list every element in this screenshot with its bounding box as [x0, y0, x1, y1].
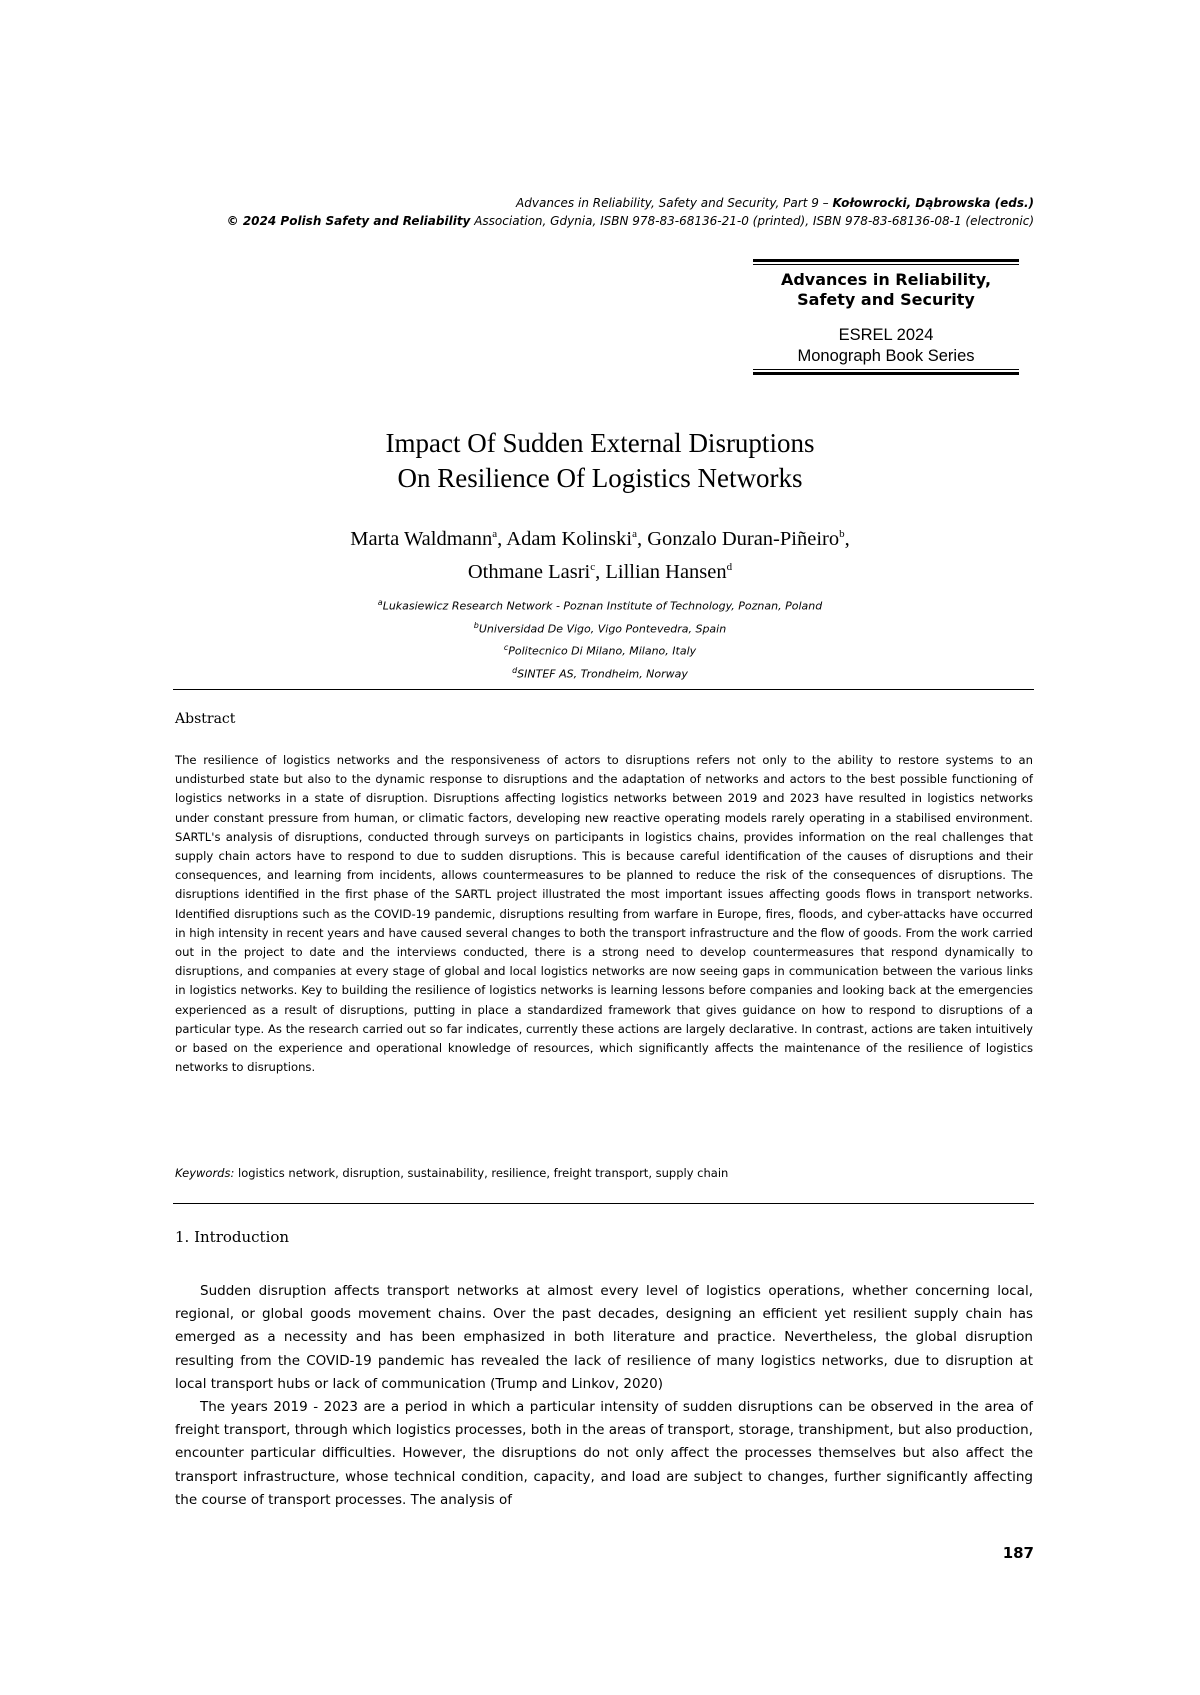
affiliation	[0, 616, 1200, 639]
series-box-rule-bottom	[753, 372, 1019, 375]
affiliation-mark: a	[377, 598, 383, 607]
affiliation-text: Lukasiewicz Research Network - Poznan Institute of Technology, Poznan, Poland	[382, 599, 823, 613]
author-list	[0, 520, 1200, 586]
affiliation-mark: c	[503, 643, 509, 653]
header-editors: Kołowrocki, Dąbrowska (eds.)	[832, 196, 1034, 210]
author-affiliation-mark: a	[492, 528, 498, 540]
series-subtitle	[753, 325, 1019, 367]
author-name: Gonzalo Duran-Piñeiro	[647, 527, 840, 550]
affiliation-list	[0, 593, 1200, 684]
author-name: Adam Kolinski	[506, 527, 633, 550]
header-isbn: Association, Gdynia, ISBN 978-83-68136-21-0 (printed), ISBN 978-83-68136-08-1 (electronic)	[470, 214, 1034, 228]
series-box	[753, 259, 1019, 375]
author-affiliation-mark: d	[726, 560, 733, 573]
running-header-line2	[227, 214, 1034, 228]
affiliation	[0, 661, 1200, 684]
author-affiliation-mark: a	[632, 528, 637, 540]
introduction-heading: 1. Introduction	[175, 1228, 290, 1246]
author-line1: Marta Waldmann$^a$, Adam Kolinski$^a$, Gonzalo Duran-Piñeiro$^b$,	[350, 527, 850, 550]
keywords-label: Keywords:	[175, 1166, 235, 1180]
series-title-line1: Advances in Reliability,	[780, 270, 992, 289]
running-header-line1	[516, 196, 1034, 210]
series-box-rule-top-thin	[753, 264, 1019, 265]
affiliation	[0, 638, 1200, 661]
series-box-rule-bottom-thin	[753, 369, 1019, 370]
paper-title-line1: Impact Of Sudden External Disruptions	[385, 428, 815, 458]
affiliation-text: Politecnico Di Milano, Milano, Italy	[508, 644, 697, 658]
abstract-heading: Abstract	[175, 711, 236, 727]
introduction-body	[175, 1280, 1033, 1512]
abstract-top-rule	[173, 689, 1034, 690]
abstract-body: The resilience of logistics networks and the responsiveness of actors to disruptions refers not only to the ability to restore systems to an undisturbed state but also to the dynamic response to disruptions and the adaptation of networks and actors to the best possible functioning of logistics networks in a state of disruption. Disruptions affecting logistics networks between 2019 and 2023 have resulted in logistics networks under constant pressure from human, or climatic factors, developing new reactive operating models rarely operating in a stabilised environment. SARTL's analysis of disruptions, conducted through surveys on participants in logistics chains, provides information on the real challenges that supply chain actors have to respond to due to sudden disruptions. This is because careful identification of the causes of disruptions and their consequences, and learning from incidents, allows countermeasures to be planned to reduce the risk of the consequences of disruptions. The disruptions identified in the first phase of the SARTL project illustrated the most important issues affecting goods flows in transport networks. Identified disruptions such as the COVID-19 pandemic, disruptions resulting from warfare in Europe, fires, floods, and cyber-attacks have occurred in high intensity in recent years and have caused several changes to both the transport infrastructure and the flow of goods. From the work carried out in the project to date and the interviews conducted, there is a strong need to develop countermeasures that respond dynamically to disruptions, and companies at every stage of global and local logistics networks are now seeing gaps in communication between the various links in logistics networks. Key to building the resilience of logistics networks is learning lessons before companies and looking back at the emergencies experienced as a result of disruptions, putting in place a standardized framework that gives guidance on how to respond to disruptions of a particular type. As the research carried out so far indicates, currently these actions are largely declarative. In contrast, actions are taken intuitively or based on the experience and operational knowledge of resources, which significantly affects the maintenance of the resilience of logistics networks to disruptions.	[175, 753, 1033, 1075]
series-title	[753, 270, 1019, 310]
affiliation-text: SINTEF AS, Trondheim, Norway	[517, 667, 688, 681]
author-affiliation-mark: b	[839, 528, 845, 540]
introduction-paragraph: The years 2019 - 2023 are a period in which a particular intensity of sudden disruptions can be observed in the area of freight transport, through which logistics processes, both in the areas of transport, storage, transhipment, but also production, encounter particular difficulties. However, the disruptions do not only affect the processes themselves but also affect the transport infrastructure, whose technical condition, capacity, and load are subject to changes, further significantly affecting the course of transport processes. The analysis of	[175, 1399, 1033, 1508]
affiliation-text: Universidad De Vigo, Vigo Pontevedra, Spain	[478, 622, 727, 636]
series-title-line2: Safety and Security	[797, 290, 975, 309]
author-affiliation-mark: c	[590, 560, 596, 573]
paper-title	[0, 426, 1200, 496]
author-name: Lillian Hansen	[605, 560, 727, 583]
introduction-paragraph: Sudden disruption affects transport networks at almost every level of logistics operations, whether concerning local, regional, or global goods movement chains. Over the past decades, designing an efficient yet resilient supply chain has emerged as a necessity and has been emphasized in both literature and practice. Nevertheless, the global disruption resulting from the COVID-19 pandemic has revealed the lack of resilience of many logistics networks, due to disruption at local transport hubs or lack of communication (Trump and Linkov, 2020)	[175, 1283, 1033, 1392]
affiliation-mark: b	[473, 620, 479, 630]
page-number: 187	[1002, 1544, 1034, 1562]
keywords	[175, 1166, 1033, 1180]
series-box-rule-top	[753, 259, 1019, 262]
header-book-title: Advances in Reliability, Safety and Security, Part 9 –	[516, 196, 833, 210]
keywords-text: logistics network, disruption, sustainability, resilience, freight transport, supply chain	[234, 1166, 729, 1180]
paper-title-line2: On Resilience Of Logistics Networks	[397, 463, 803, 493]
series-subtitle-line2: Monograph Book Series	[797, 347, 975, 365]
affiliation	[0, 593, 1200, 616]
affiliation-mark: d	[512, 665, 518, 675]
header-copyright: © 2024 Polish Safety and Reliability	[226, 214, 471, 228]
series-subtitle-line1: ESREL 2024	[838, 326, 934, 344]
author-line2: Othmane Lasri$^c$, Lillian Hansen$^d$	[467, 560, 733, 583]
author-name: Othmane Lasri	[467, 560, 591, 583]
abstract-bottom-rule	[173, 1203, 1034, 1204]
author-name: Marta Waldmann	[350, 527, 493, 550]
